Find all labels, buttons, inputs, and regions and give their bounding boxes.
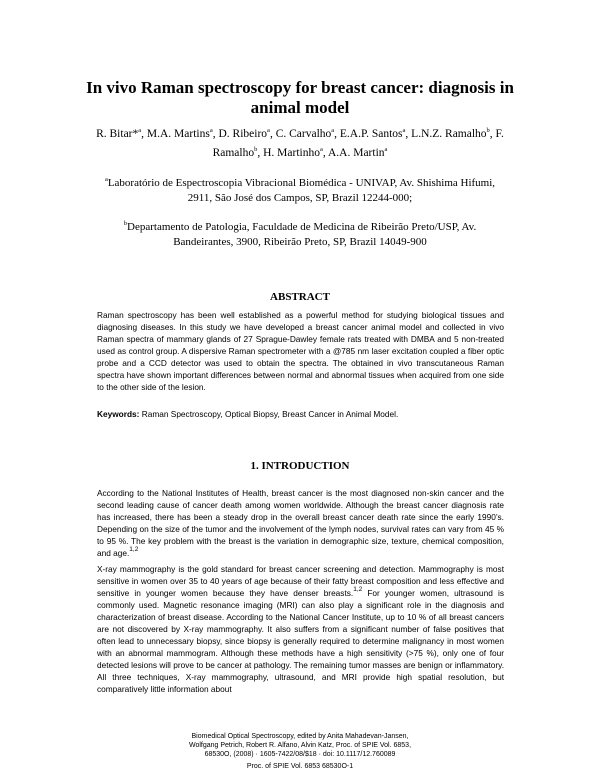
author-affil-mark: b xyxy=(486,127,490,134)
author-line-2 xyxy=(40,144,560,163)
author-affil-mark: a xyxy=(331,127,335,134)
abstract-text: Raman spectroscopy has been well established as a powerful method for studying biological tissues and diagnosing diseases. In this study we have developed a breast cancer animal model and collected in vivo Raman spectra of mammary glands of 27 Sprague-Dawley female rats treated with DMBA and 5 non-treated used as control group. A dispersive Raman spectrometer with a @785 nm laser excitation coupled a fiber optic probe and a CCD detector was used to obtain the spectra. The obtained in vivo transcutaneous Raman spectra have shown important differences between normal and abnormal tissues when acquired from one side to the other side of the lesion. xyxy=(97,310,504,392)
affiliation-b-line-2: Bandeirantes, 3900, Ribeirão Preto, SP, Brazil 14049-900 xyxy=(173,236,427,248)
keywords-text: Raman Spectroscopy, Optical Biopsy, Breast Cancer in Animal Model. xyxy=(141,409,399,419)
page-number: Proc. of SPIE Vol. 6853 68530O-1 xyxy=(246,763,354,770)
author-name: Ramalho xyxy=(212,147,255,159)
author-name: A.A. Martin xyxy=(327,147,385,159)
author-sep: , xyxy=(257,147,264,159)
footer-line-2: Wolfgang Petrich, Robert R. Alfano, Alvin Katz, Proc. of SPIE Vol. 6853, xyxy=(188,742,412,749)
affiliation-marker: b xyxy=(123,220,128,227)
citation-footer xyxy=(0,732,600,759)
affiliation-a-line-1 xyxy=(60,176,540,191)
affiliation-a-line-2: 2911, São José dos Campos, SP, Brazil 12244-000; xyxy=(187,192,413,204)
citation-ref: 1,2 xyxy=(129,546,139,553)
author-sep: , xyxy=(212,128,219,140)
author-affil-mark: a xyxy=(267,127,270,134)
keywords-label: Keywords: xyxy=(97,409,140,419)
author-name: R. Bitar* xyxy=(96,128,139,140)
author-name: D. Ribeiro xyxy=(218,128,268,140)
intro-paragraph-1 xyxy=(97,487,504,559)
author-sep: , xyxy=(334,128,340,140)
author-sep: , xyxy=(489,128,496,140)
author-sep: , xyxy=(405,128,412,140)
author-affil-mark: a xyxy=(209,127,213,134)
affiliation-a xyxy=(60,176,540,206)
intro-paragraph-1-text: According to the National Institutes of Health, breast cancer is the most diagnosed non-skin cancer and the second leading cause of cancer death among women worldwide. Although the breast cancer diagnosis rate has increased, there has been a steady drop in the overall breast cancer death rate since the early 1990’s. Depending on the size of the tumor and the involvement of the lymph nodes, survival rates can vary from 45 % to 95 %. The key problem with the breast is the variation in demographic size, texture, chemical composition, and age. xyxy=(97,488,504,558)
author-affil-mark: a xyxy=(402,127,406,134)
author-name: C. Carvalho xyxy=(275,128,332,140)
intro-paragraph-2-text-cont: For younger women, ultrasound is commonly used. Magnetic resonance imaging (MRI) can also play a significant role in the diagnosis and characterization of breast disease. According to the National Cancer Institute, up to 10 % of all breast cancers are not discovered by X-ray mammography. It also suffers from a significant number of false positives that often lead to unnecessary biopsy, since biopsy is generally required to determine malignancy in most women with an abnormal mammogram. Although these methods have a high sensitivity (>75 %), only one of four detected lesions will prove to be cancer at pathology. The remaining tumor masses are benign or inflammatory. All three techniques, X-ray mammography, ultrasound, and MRI provide high spatial resolution, but comparatively little information about xyxy=(97,588,504,694)
keywords xyxy=(97,408,504,420)
section-heading-introduction: 1. INTRODUCTION xyxy=(250,460,350,472)
title-line-2: animal model xyxy=(250,98,350,117)
author-affil-mark: a xyxy=(138,127,142,134)
footer-line-3: 68530O, (2008) · 1605-7422/08/$18 · doi: 10.1117/12.760089 xyxy=(204,751,396,758)
author-affil-mark: a xyxy=(319,146,323,153)
author-affil-mark: b xyxy=(254,146,258,153)
affiliation-b-line-1 xyxy=(60,220,540,235)
affiliation-b xyxy=(60,220,540,250)
abstract-heading: ABSTRACT xyxy=(270,291,330,303)
author-sep: , xyxy=(141,128,147,140)
intro-paragraph-2-text: X-ray mammography is the gold standard for breast cancer screening and detection. Mammography is most sensitive in women over 35 to 40 years of age because of their fatty breast composition and less effective and sensitive in younger women because they have denser breasts. xyxy=(97,564,504,598)
author-line-1 xyxy=(40,125,560,144)
intro-paragraph-2 xyxy=(97,563,504,695)
author-list xyxy=(40,125,560,163)
citation-ref: 1,2 xyxy=(353,586,363,593)
author-name: L.N.Z. Ramalho xyxy=(411,128,487,140)
affiliation-marker: a xyxy=(104,176,108,183)
author-sep: , xyxy=(269,128,276,140)
affiliation-text: Departamento de Patologia, Faculdade de Medicina de Ribeirão Preto/USP, Av. xyxy=(127,221,477,233)
author-affil-mark: a xyxy=(384,146,388,153)
paper-title xyxy=(60,78,540,118)
author-name: E.A.P. Santos xyxy=(339,128,403,140)
author-name: F. xyxy=(495,128,504,140)
author-name: M.A. Martins xyxy=(146,128,210,140)
footer-line-1: Biomedical Optical Spectroscopy, edited by Anita Mahadevan-Jansen, xyxy=(191,733,409,740)
title-line-1: In vivo Raman spectroscopy for breast cancer: diagnosis in xyxy=(86,78,514,97)
affiliation-text: Laboratório de Espectroscopia Vibracional Biomédica - UNIVAP, Av. Shishima Hifumi, xyxy=(107,177,496,189)
author-name: H. Martinho xyxy=(263,147,320,159)
author-sep: , xyxy=(322,147,328,159)
